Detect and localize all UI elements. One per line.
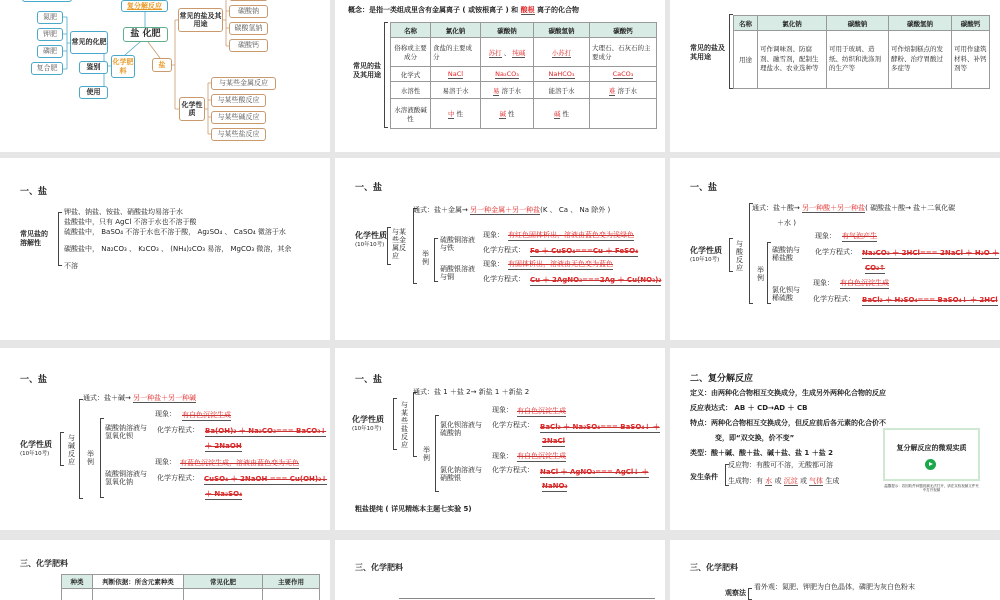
eq-label: 化学方程式： (157, 474, 199, 482)
group-label: 与某些金属反应 (392, 228, 406, 261)
th: 氯化钠 (431, 23, 481, 38)
answer: Na₂CO₃ (495, 70, 519, 78)
table-top-edge (399, 598, 655, 599)
solubility-line: 碳酸盐中， Na₂CO₃ 、 K₂CO₃ 、 (NH₄)₂CO₃ 易溶， MgCO₃ 微溶，其余 (64, 245, 292, 253)
bracket (413, 208, 417, 284)
bracket (100, 418, 104, 498)
td: 可用于玻璃、造纸、纺织和洗涤剂的生产等 (827, 31, 889, 89)
td: 易溶于水 (431, 82, 481, 99)
eq-label: 化学方程式： (157, 426, 199, 434)
phen-label: 现象： (483, 260, 504, 268)
td: 可用作建筑材料、补钙剂等 (952, 31, 990, 89)
node-phosphorus[interactable]: 磷肥 (37, 45, 63, 58)
bracket (435, 415, 439, 492)
bracket (384, 22, 388, 128)
bracket (729, 238, 733, 272)
ex2-phen-answer: 有固体析出，溶液由无色变为蓝色 (508, 260, 613, 268)
th: 种类 (62, 575, 93, 589)
concept-text-end: 离子的化合物 (537, 6, 580, 14)
definition: 定义：由两种化合物相互交换成分，生成另外两种化合物的反应 (690, 389, 886, 397)
td: 水溶性 (391, 82, 431, 99)
td: 食盐的主要成分 (431, 38, 481, 67)
group-label: 与某些盐反应 (401, 401, 408, 450)
td-text: 溶于水 (617, 86, 638, 95)
node-label: 复分解反应 (127, 1, 162, 10)
general-note: ( 碳酸盐＋酸→ 盐＋二氧化碳 (865, 204, 956, 212)
answer: NaCl (447, 70, 464, 78)
salts-table (390, 22, 657, 129)
ex1-phen-answer: 有气泡产生 (842, 232, 877, 240)
ex2-eq-answer: NaCl ＋ AgNO₃=== AgCl↓ ＋ (540, 468, 649, 476)
video-title: 复分解反应的微观实质 (896, 444, 967, 452)
general-note-2: ＋水 ) (777, 219, 796, 227)
th: 判断依据：所含元素种类 (93, 575, 184, 589)
video-note: 温馨提示：若因软件问题视频无法打开，请在实验视频文件夹中打开视频 (884, 484, 979, 493)
slide-6-salt-acid[interactable] (670, 158, 1000, 340)
td: 可作调味剂、防腐剂、融雪剂，配制生理盐水、农业选种等 (758, 31, 827, 89)
video-card[interactable] (883, 428, 980, 481)
example-2: 硝酸银溶液与铜 (440, 265, 475, 282)
eq-label: 化学方程式： (813, 295, 855, 303)
example-2: 氯化钡与稀硫酸 (772, 286, 800, 303)
general-text: 通式：盐＋金属→ (413, 206, 468, 214)
prop-note: (10年10考) (690, 257, 720, 263)
node-sodium-bicarbonate[interactable]: 碳酸氢钠 (229, 22, 268, 35)
th: 主要作用 (263, 575, 320, 589)
node-use[interactable]: 使用 (79, 86, 108, 99)
td (534, 38, 590, 67)
node-compound[interactable]: 复合肥 (31, 62, 63, 75)
phen-label: 现象： (813, 279, 834, 287)
answer: CaCO₃ (612, 70, 634, 78)
ex2-eq-answer-2: ＋ Na₂SO₄ (205, 490, 243, 498)
bracket (387, 227, 391, 265)
types: 类型：酸＋碱、酸＋盐、碱＋盐、盐 1 ＋盐 2 (690, 449, 834, 457)
bracket (434, 238, 438, 282)
bracket (748, 588, 752, 600)
prop-label: 化学性质 (355, 231, 387, 240)
uses-table (733, 15, 990, 89)
node-nitrogen[interactable]: 氮肥 (37, 11, 63, 24)
node-common-salt[interactable]: 常见的盐及其用途 (178, 8, 223, 32)
answer-gas: 气体 (809, 477, 824, 485)
slide-title: 三、化学肥料 (355, 563, 403, 572)
concept-text: 概念：是指一类组成里含有金属离子 ( 或铵根离子 ) 和 (348, 6, 519, 14)
footer-note: 粗盐提纯 ( 详见精练本主题七实验 5) (355, 505, 472, 513)
example-1: 碳酸钠溶液与氢氧化钡 (105, 424, 147, 441)
eq-label: 化学方程式： (492, 466, 534, 474)
slide-4-solubility[interactable] (0, 158, 330, 340)
solubility-line: 硫酸盐中， BaSO₄ 不溶于水也不溶于酸， Ag₂SO₄ 、 CaSO₄ 微溶于水 (64, 228, 286, 236)
prop-label: 化学性质 (20, 440, 52, 449)
bracket (749, 203, 753, 304)
phen-label: 现象： (492, 406, 513, 414)
phen-label: 现象： (155, 458, 176, 466)
eq-label: 化学方程式： (815, 248, 857, 256)
slide-2-salts-table[interactable] (335, 0, 665, 152)
ex1-phen-answer: 有红色固体析出，溶液由蓝色变为浅绿色 (508, 231, 634, 239)
td (431, 67, 481, 82)
slide-9-double-displacement[interactable] (670, 348, 1000, 530)
ex1-eq-answer-2: ＋ 2NaOH (205, 442, 242, 450)
group-label: 与碱反应 (68, 434, 75, 467)
node-salt[interactable]: 盐 (152, 58, 172, 72)
td (184, 589, 263, 600)
partial-node (22, 0, 72, 2)
slide-1-mindmap[interactable] (0, 0, 330, 152)
general-formula (83, 394, 196, 403)
slide-11-fertilizer[interactable] (335, 540, 665, 600)
ex2-phen-answer: 有白色沉淀生成 (517, 452, 566, 460)
phen-label: 现象： (155, 410, 176, 418)
td (590, 99, 657, 129)
bracket (79, 399, 83, 499)
node-common-fertilizer[interactable]: 常见的化肥 (70, 31, 108, 54)
play-icon[interactable] (925, 459, 936, 470)
example-1: 氯化钡溶液与硫酸钠 (440, 421, 482, 438)
answer: 碱 (499, 110, 506, 118)
table-label: 常见的盐及其用途 (353, 62, 381, 79)
ex2-eq-answer-2: NaNO₃ (542, 482, 568, 490)
prop-label: 化学性质 (352, 415, 384, 424)
slide-title: 三、化学肥料 (690, 563, 738, 572)
ex1-eq-answer-2: 2NaCl (542, 437, 565, 445)
product-text-end: 生成 (825, 477, 840, 485)
ex1-eq-answer: Na₂CO₃ ＋ 2HCl=== 2NaCl ＋ H₂O ＋ (862, 249, 1000, 257)
node-identify[interactable]: 鉴别 (79, 61, 108, 74)
example-1: 碳酸钠与稀盐酸 (772, 246, 800, 263)
answer: 纯碱 (512, 48, 526, 57)
general-answer: 另一种盐＋另一种碱 (133, 394, 197, 402)
td (62, 589, 93, 600)
node-fufenjie[interactable] (121, 0, 168, 12)
general-formula (413, 206, 610, 215)
example-2: 氯化钠溶液与硝酸银 (440, 466, 482, 483)
ex2-eq-answer: Cu ＋ 2AgNO₃===2Ag ＋ Cu(NO₃)₂ (530, 276, 662, 284)
answer: 苏打 (488, 48, 502, 57)
ex1-phen-answer: 有白色沉淀生成 (182, 411, 231, 419)
td-text: 性 (508, 110, 515, 118)
general-formula: 通式：盐 1 ＋盐 2→ 新盐 1 ＋新盐 2 (413, 388, 530, 396)
slide-3-uses-table[interactable] (670, 0, 1000, 152)
solubility-label: 常见盐的溶解性 (20, 230, 48, 247)
general-text: 通式：盐＋酸→ (752, 204, 800, 212)
bracket (58, 212, 62, 266)
example-label: 举例 (87, 450, 94, 467)
th: 名称 (391, 23, 431, 38)
prop-label: 化学性质 (690, 246, 722, 255)
th: 碳酸钠 (481, 23, 534, 38)
condition-label: 发生条件 (690, 473, 718, 481)
eq-label: 化学方程式： (483, 246, 525, 254)
th: 碳酸钙 (952, 16, 990, 31)
node-fertilizer[interactable]: 化学肥料 (111, 55, 135, 78)
slide-8-salt-salt[interactable] (335, 348, 665, 530)
example-label: 举例 (423, 446, 430, 463)
node-center[interactable]: 盐 化肥 (123, 27, 168, 42)
td (534, 67, 590, 82)
ex1-eq-answer: Fe ＋ CuSO₄===Cu ＋ FeSO₄ (530, 247, 639, 255)
general-answer: 另一种金属＋另一种盐 (470, 206, 541, 214)
td-text: 性 (562, 110, 570, 118)
example-1: 硫酸铜溶液与铁 (440, 236, 475, 253)
answer: 中 (447, 110, 455, 118)
td: 可作焙制糕点的发酵粉、治疗胃酸过多症等 (889, 31, 952, 89)
th: 碳酸氢钠 (534, 23, 590, 38)
eq-label: 化学方程式： (492, 421, 534, 429)
general-answer: 另一种酸＋另一种盐 (802, 204, 866, 212)
ex2-phen-answer: 有蓝色沉淀生成，溶液由蓝色变为无色 (180, 459, 299, 467)
td: 化学式 (391, 67, 431, 82)
answer: 难 (608, 86, 616, 95)
td-text: 溶于水 (501, 86, 522, 95)
ex2-eq-answer: CuSO₄ ＋ 2NaOH === Cu(OH)₂↓ (204, 475, 328, 483)
node-calcium-carbonate[interactable]: 碳酸钙 (229, 39, 268, 52)
concept-line (348, 6, 579, 15)
answer: 易 (492, 86, 500, 95)
node-sodium-carbonate[interactable]: 碳酸钠 (229, 5, 268, 18)
slide-12-fertilizer-identify[interactable] (670, 540, 1000, 600)
phen-label: 现象： (815, 232, 836, 240)
or-text: 或 (799, 477, 807, 485)
general-formula (752, 204, 955, 213)
slide-title: 一、盐 (355, 375, 383, 385)
node-reaction-base[interactable]: 与某些碱反应 (211, 111, 266, 124)
bracket (767, 242, 771, 304)
th: 名称 (734, 16, 758, 31)
td: 苏打 、 纯碱 (481, 38, 534, 67)
general-note: (K 、 Ca 、 Na 除外 ) (540, 206, 611, 214)
td-text: 性 (456, 110, 464, 118)
th: 常见化肥 (184, 575, 263, 589)
th: 碳酸钠 (827, 16, 889, 31)
ex2-eq-answer: BaCl₂ ＋ H₂SO₄=== BaSO₄↓ ＋ 2HCl (862, 296, 998, 304)
reactant-rule: 反应物：有酸可不溶，无酸都可溶 (728, 461, 833, 469)
td: 用途 (734, 31, 758, 89)
td (431, 99, 481, 129)
td: 能溶于水 (534, 82, 590, 99)
answer-precipitate: 沉淀 (783, 477, 798, 485)
example-label: 举例 (757, 266, 764, 283)
general-text: 通式：盐＋碱→ (83, 394, 131, 402)
bracket (413, 392, 417, 457)
node-reaction-acid[interactable]: 与某些酸反应 (211, 94, 266, 107)
answer: 碱 (553, 110, 561, 118)
ex1-eq-answer: Ba(OH)₂ ＋ Na₂CO₃=== BaCO₃↓ (205, 427, 327, 435)
node-reaction-salt[interactable]: 与某些盐反应 (211, 128, 266, 141)
phen-label: 现象： (483, 231, 504, 239)
phen-label: 现象： (492, 452, 513, 460)
method-line: 看外观：氮肥、钾肥为白色晶体，磷肥为灰白色粉末 (754, 583, 915, 591)
prop-note: (10年10考) (20, 451, 50, 457)
td (590, 82, 657, 99)
example-2: 硫酸铜溶液与氢氧化钠 (105, 470, 147, 487)
ex1-eq-answer: BaCl₂ ＋ Na₂SO₄=== BaSO₄↓ ＋ (540, 423, 660, 431)
td (534, 99, 590, 129)
prop-note: (10年10考) (355, 242, 385, 248)
example-label: 举例 (422, 250, 429, 267)
concept-answer: 酸根 (520, 6, 535, 14)
expression: 反应表达式： AB ＋ CD→AD ＋ CB (690, 404, 808, 412)
ex2-phen-answer: 有白色沉淀生成 (840, 279, 889, 287)
slide-title: 一、盐 (20, 375, 48, 385)
answer-water: 水 (765, 477, 773, 485)
td: 水溶液酸碱性 (391, 99, 431, 129)
method-label: 观察法 (725, 589, 746, 597)
td (263, 589, 320, 600)
td (481, 99, 534, 129)
ex1-eq-answer-2: CO₂↑ (865, 264, 886, 272)
td (481, 82, 534, 99)
slide-title: 一、盐 (355, 183, 383, 193)
slide-title: 二、复分解反应 (690, 374, 754, 384)
td: 大理石、石灰石的主要成分 (590, 38, 657, 67)
slide-10-fertilizer-table[interactable] (0, 540, 330, 600)
th: 碳酸钙 (590, 23, 657, 38)
or-text: 或 (774, 477, 782, 485)
bracket (60, 432, 64, 466)
td (93, 589, 184, 600)
answer: 小苏打 (551, 48, 572, 57)
group-label: 与酸反应 (736, 240, 743, 273)
product-text: 生成物：有 (728, 477, 763, 485)
feature: 特点：两种化合物相互交换成分，但反应前后各元素的化合价不 (690, 419, 886, 427)
slide-title: 一、盐 (20, 187, 48, 197)
table-label: 常见的盐及其用途 (690, 44, 725, 61)
eq-label: 化学方程式： (483, 275, 525, 283)
solubility-line: 盐酸盐中，只有 AgCl 不溶于水也不溶于酸 (64, 218, 197, 226)
answer: NaHCO₃ (548, 70, 575, 78)
th: 碳酸氢钠 (889, 16, 952, 31)
ex1-phen-answer: 有白色沉淀生成 (517, 407, 566, 415)
node-potassium[interactable]: 钾肥 (37, 28, 63, 41)
td (590, 67, 657, 82)
th: 氯化钠 (758, 16, 827, 31)
td: 俗称或主要成分 (391, 38, 431, 67)
slide-title: 一、盐 (690, 183, 718, 193)
feature-2: 变，即“双交换，价不变” (715, 434, 795, 442)
td (481, 67, 534, 82)
slide-7-salt-base[interactable] (0, 348, 330, 530)
bracket (393, 398, 397, 450)
solubility-line: 不溶 (64, 262, 78, 270)
product-rule (728, 477, 839, 486)
node-chem-properties[interactable]: 化学性质 (179, 97, 205, 121)
fertilizer-table (61, 574, 320, 600)
node-reaction-metal[interactable]: 与某些金属反应 (211, 77, 276, 90)
slide-5-salt-metal[interactable] (335, 158, 665, 340)
node-partial (229, 0, 268, 1)
slide-title: 三、化学肥料 (20, 559, 68, 568)
solubility-line: 钾盐、钠盐、铵盐、硝酸盐均易溶于水 (64, 208, 183, 216)
prop-note: (10年10考) (352, 426, 382, 432)
